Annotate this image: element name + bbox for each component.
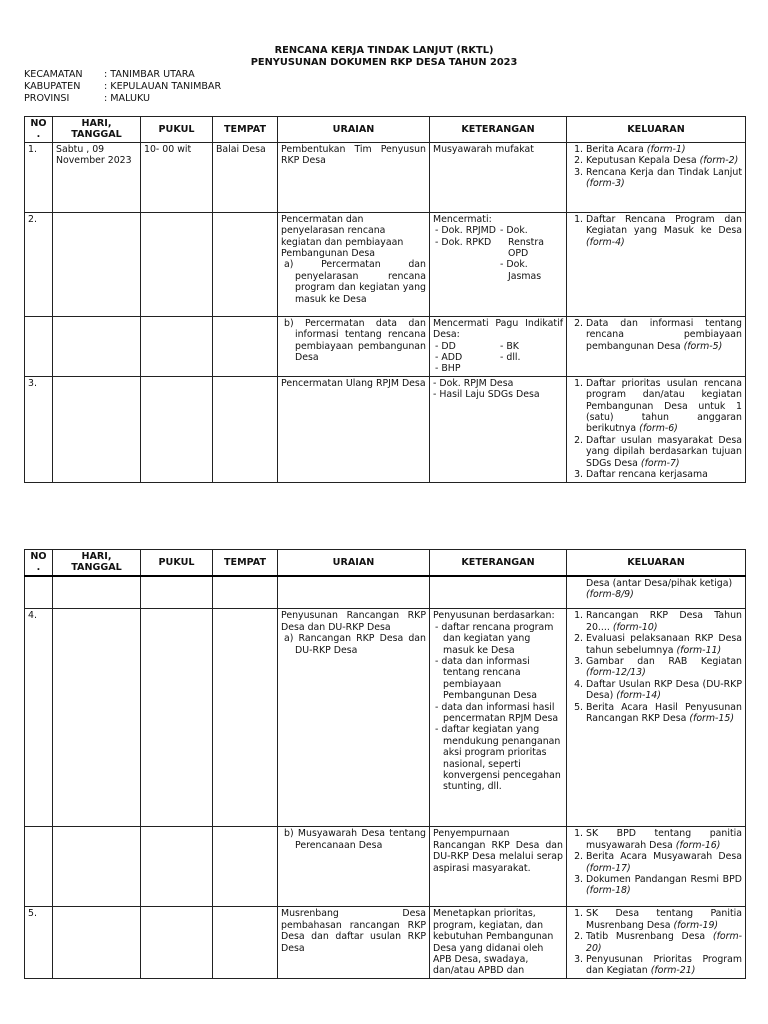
keterangan-item: - dll.: [500, 352, 521, 364]
output-item: 1. Daftar Rencana Program dan Kegiatan yang Masuk ke Desa (form-4): [586, 214, 742, 248]
output-item: 2. Daftar usulan masyarakat Desa yang dipilah berdasarkan tujuan SDGs Desa (form-7): [586, 435, 742, 469]
cell-no: 4.: [25, 609, 53, 827]
keterangan-item: - daftar rencana program dan kegiatan yang masuk ke Desa: [435, 621, 554, 656]
output-item: 3. Gambar dan RAB Kegiatan (form-12/13): [586, 656, 742, 679]
cell-keterangan: [430, 212, 567, 316]
keterangan-item: - BHP: [435, 363, 461, 375]
cell-keterangan: [430, 576, 567, 609]
cell-uraian: Pencermatan Ulang RPJM Desa: [278, 376, 430, 482]
cell-keterangan: Menetapkan prioritas, program, kegiatan, dan kebutuhan Pembangunan Desa yang didanai oleh APB Desa, swadaya, dan/atau APBD dan: [430, 907, 567, 979]
output-item: 5. Berita Acara Hasil Penyusunan Rancangan RKP Desa (form-15): [586, 702, 742, 725]
cell-place: [213, 316, 278, 376]
cell-time: [141, 212, 213, 316]
output-item: 2. Evaluasi pelaksanaan RKP Desa tahun sebelumnya (form-11): [586, 633, 742, 656]
table-row: [25, 576, 746, 609]
col-uraian: URAIAN: [278, 117, 430, 143]
keterangan-head: Mencermati Pagu Indikatif Desa:: [433, 317, 563, 341]
keterangan-item: - data dan informasi tentang rencana pembiayaan Pembangunan Desa: [435, 655, 537, 702]
uraian-sub-b: b) Percermatan data dan informasi tentang rencana pembiayaan pembangunan Desa: [284, 317, 426, 364]
output-item: 2. Berita Acara Musyawarah Desa (form-17): [586, 851, 742, 874]
output-item: 3. Daftar rencana kerjasama: [586, 469, 742, 480]
keterangan-item: - Hasil Laju SDGs Desa: [433, 389, 540, 401]
output-item: 3. Penyusunan Prioritas Program dan Kegiatan (form-21): [586, 954, 742, 977]
cell-no: 1.: [25, 142, 53, 212]
cell-date: [53, 827, 141, 907]
cell-keluaran: [567, 576, 746, 609]
uraian-text: Pencermatan dan penyelarasan rencana kegiatan dan pembiayaan Pembangunan Desa: [281, 213, 404, 260]
table-row: [25, 212, 746, 316]
cell-time: [141, 316, 213, 376]
cell-date: Sabtu , 09 November 2023: [53, 142, 141, 212]
cell-place: [213, 576, 278, 609]
output-item: 1. Rancangan RKP Desa Tahun 20.... (form-10): [586, 610, 742, 633]
cell-time: [141, 576, 213, 609]
col-place: TEMPAT: [213, 550, 278, 576]
cell-keluaran: [567, 316, 746, 376]
document-title: RENCANA KERJA TINDAK LANJUT (RKTL): [274, 45, 494, 56]
cell-no: 2.: [25, 212, 53, 316]
cell-place: [213, 212, 278, 316]
info-value: : MALUKU: [104, 93, 151, 104]
cell-keterangan: [430, 316, 567, 376]
output-item: 2. Tatib Musrenbang Desa (form-20): [586, 931, 742, 954]
uraian-sub-a: a) Rancangan RKP Desa dan DU-RKP Desa: [284, 633, 426, 656]
cell-uraian: [278, 212, 430, 316]
cell-no: [25, 827, 53, 907]
output-item: 1. SK BPD tentang panitia musyawarah Desa (form-16): [586, 828, 742, 851]
keterangan-head: Penyusunan berdasarkan:: [433, 610, 555, 622]
cell-place: [213, 827, 278, 907]
keterangan-item: - DD: [435, 340, 456, 352]
info-value: : KEPULAUAN TANIMBAR: [104, 81, 222, 92]
table-row: [25, 316, 746, 376]
cell-keterangan: Penyempurnaan Rancangan RKP Desa dan DU-RKP Desa melalui serap aspirasi masyarakat.: [430, 827, 567, 907]
keterangan-item: - Dok. RPJM Desa: [433, 377, 514, 389]
keterangan-grid: [433, 341, 563, 375]
col-place: TEMPAT: [213, 117, 278, 143]
keterangan-item: - Dok. Jasmas: [500, 259, 542, 282]
col-keluaran: KELUARAN: [567, 550, 746, 576]
cell-uraian: [278, 609, 430, 827]
cell-uraian: [278, 576, 430, 609]
document-subtitle: PENYUSUNAN DOKUMEN RKP DESA TAHUN 2023: [250, 57, 518, 68]
info-key: KABUPATEN: [24, 81, 81, 92]
output-item: 3. Dokumen Pandangan Resmi BPD (form-18): [586, 874, 742, 897]
table-row: [25, 142, 746, 212]
cell-keterangan: Musyawarah mufakat: [430, 142, 567, 212]
keterangan-grid: [433, 225, 563, 282]
cell-date: [53, 212, 141, 316]
col-date: HARI, TANGGAL: [53, 117, 141, 143]
cell-date: [53, 376, 141, 482]
cell-date: [53, 316, 141, 376]
cell-place: [213, 609, 278, 827]
cell-place: [213, 907, 278, 979]
keterangan-item: - Dok. Renstra OPD: [500, 225, 544, 260]
keterangan-head: Mencermati:: [433, 213, 492, 225]
output-item: 1. Daftar prioritas usulan rencana program dan/atau kegiatan Pembangunan Desa untuk 1 (satu) tahun anggaran berikutnya (form-6): [586, 378, 742, 435]
cell-time: [141, 376, 213, 482]
col-time: PUKUL: [141, 550, 213, 576]
cell-time: 10- 00 wit: [141, 142, 213, 212]
cell-no: 5.: [25, 907, 53, 979]
col-time: PUKUL: [141, 117, 213, 143]
info-value: : TANIMBAR UTARA: [104, 69, 195, 80]
cell-place: [213, 376, 278, 482]
output-continuation: Desa (antar Desa/pihak ketiga) (form-8/9): [586, 577, 733, 601]
cell-uraian: Pembentukan Tim Penyusun RKP Desa: [278, 142, 430, 212]
cell-no: 3.: [25, 376, 53, 482]
keterangan-item: - Dok. RPJMD: [435, 225, 496, 237]
output-item: 1. SK Desa tentang Panitia Musrenbang Desa (form-19): [586, 908, 742, 931]
col-keterangan: KETERANGAN: [430, 117, 567, 143]
keterangan-item: - data dan informasi hasil pencermatan RPJM Desa: [435, 701, 559, 724]
uraian-text: Penyusunan Rancangan RKP Desa dan DU-RKP Desa: [281, 610, 426, 633]
rktl-table-2: [24, 549, 746, 979]
col-no: NO .: [25, 117, 53, 143]
cell-place: Balai Desa: [213, 142, 278, 212]
table-row: [25, 907, 746, 979]
keterangan-item: - daftar kegiatan yang mendukung penanganan aksi program prioritas nasional, seperti konvergensi pencegahan stunting, dll.: [435, 724, 561, 793]
output-item: 2. Data dan informasi tentang rencana pembiayaan pembangunan Desa (form-5): [586, 318, 742, 352]
col-keluaran: KELUARAN: [567, 117, 746, 143]
cell-date: [53, 576, 141, 609]
output-item: 3. Rencana Kerja dan Tindak Lanjut (form-3): [586, 167, 742, 190]
cell-time: [141, 827, 213, 907]
keterangan-item: - Dok. RPKD: [435, 236, 492, 248]
table-header-row: [25, 117, 746, 143]
table-row: [25, 376, 746, 482]
table-header-row: [25, 550, 746, 576]
output-item: 2. Keputusan Kepala Desa (form-2): [586, 155, 742, 166]
cell-date: [53, 907, 141, 979]
cell-keterangan: [430, 609, 567, 827]
cell-keluaran: [567, 609, 746, 827]
cell-keterangan: [430, 376, 567, 482]
cell-keluaran: [567, 827, 746, 907]
keterangan-item: - BK: [500, 340, 519, 352]
info-provinsi: [24, 93, 150, 104]
cell-date: [53, 609, 141, 827]
info-kabupaten: [24, 81, 221, 92]
table-row: [25, 827, 746, 907]
cell-keluaran: [567, 376, 746, 482]
cell-no: [25, 316, 53, 376]
cell-uraian: [278, 827, 430, 907]
uraian-sub-b: b) Musyawarah Desa tentang Perencanaan Desa: [284, 828, 426, 851]
keterangan-item: - ADD: [435, 352, 463, 364]
info-key: PROVINSI: [24, 93, 70, 104]
table-row: [25, 609, 746, 827]
info-kecamatan: [24, 69, 195, 80]
info-key: KECAMATAN: [24, 69, 83, 80]
col-no: NO .: [25, 550, 53, 576]
col-uraian: URAIAN: [278, 550, 430, 576]
cell-time: [141, 907, 213, 979]
col-date: HARI, TANGGAL: [53, 550, 141, 576]
cell-uraian: Musrenbang Desa pembahasan rancangan RKP Desa dan daftar usulan RKP Desa: [278, 907, 430, 979]
cell-keluaran: [567, 212, 746, 316]
col-keterangan: KETERANGAN: [430, 550, 567, 576]
rktl-table-1: [24, 116, 746, 483]
uraian-sub-a: a) Percermatan dan penyelarasan rencana program dan kegiatan yang masuk ke Desa: [284, 259, 426, 305]
cell-uraian: [278, 316, 430, 376]
cell-keluaran: [567, 142, 746, 212]
cell-time: [141, 609, 213, 827]
output-item: 1. Berita Acara (form-1): [586, 144, 742, 155]
cell-no: [25, 576, 53, 609]
output-item: 4. Daftar Usulan RKP Desa (DU-RKP Desa) (form-14): [586, 679, 742, 702]
cell-keluaran: [567, 907, 746, 979]
